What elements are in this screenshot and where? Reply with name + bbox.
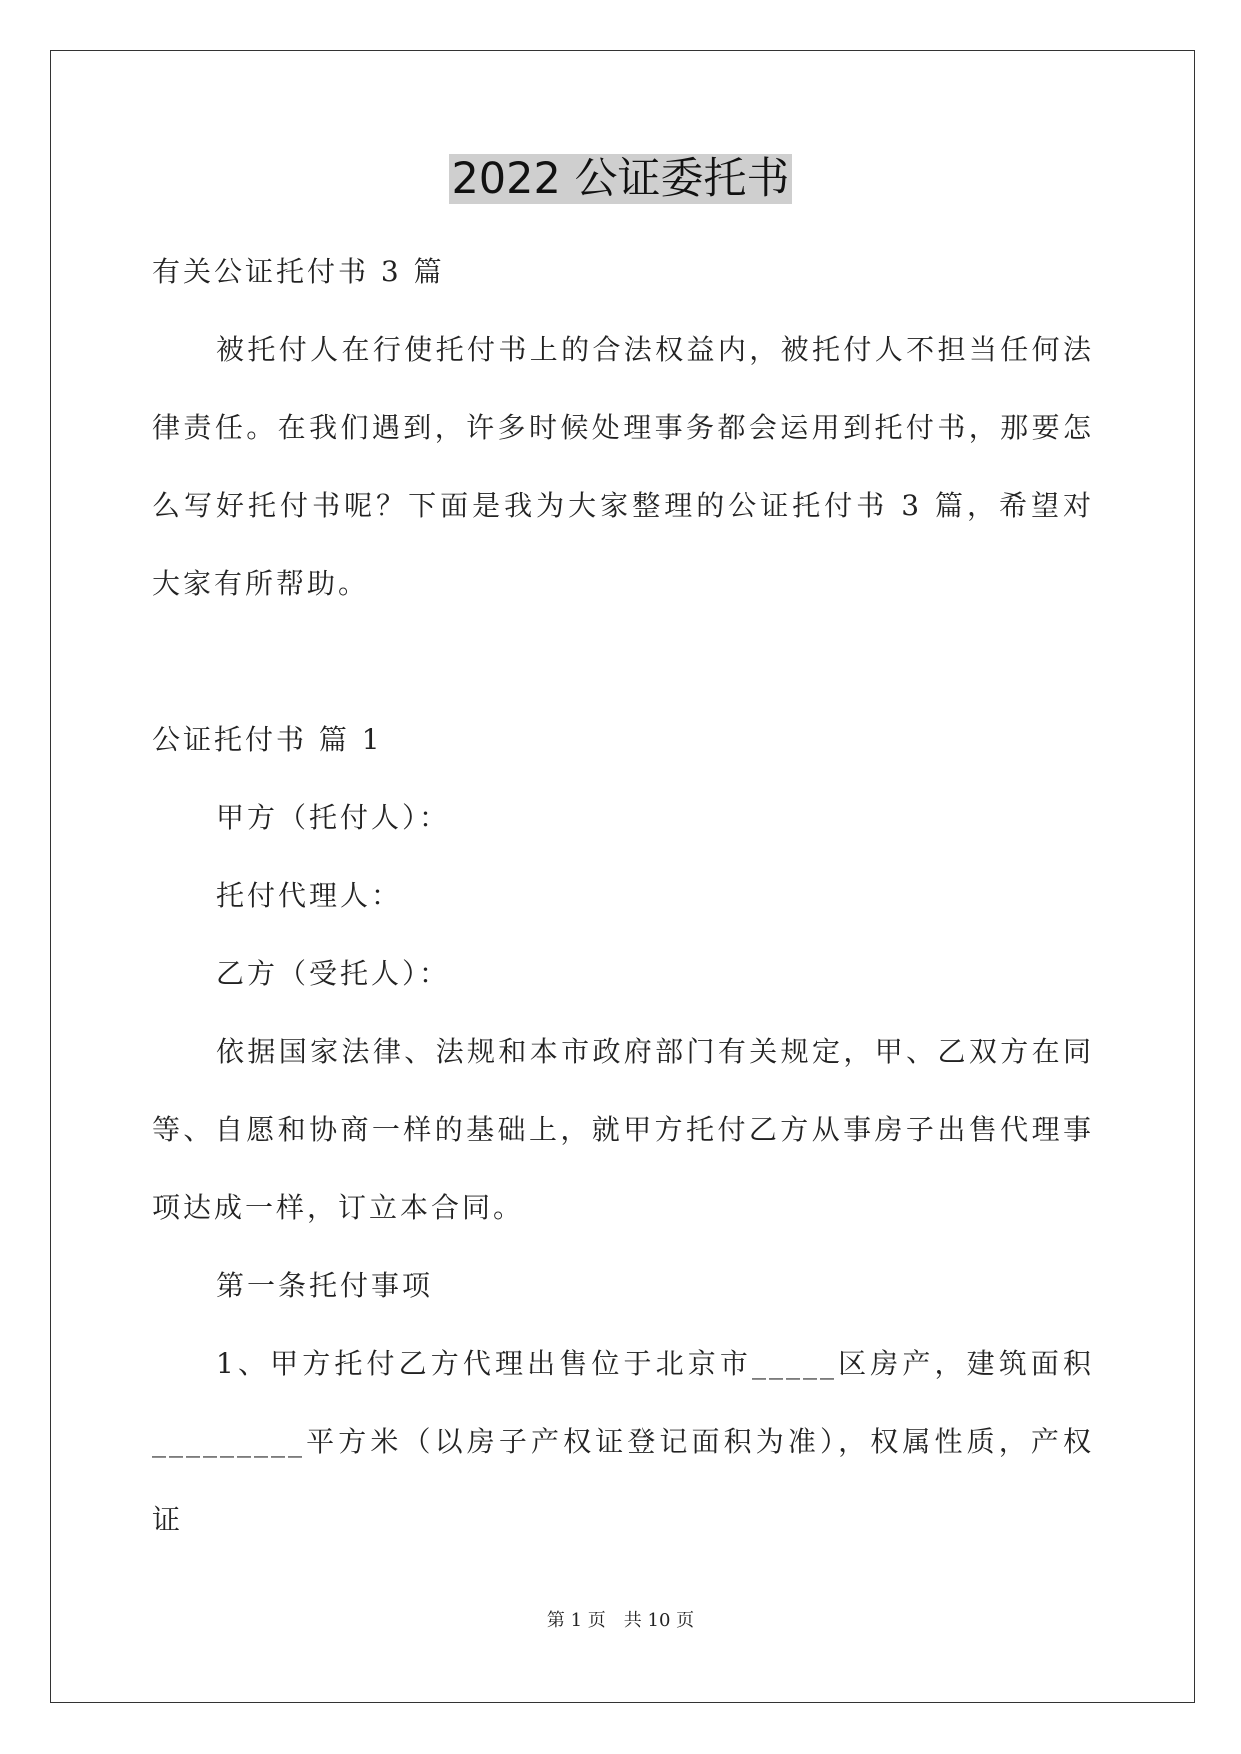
document-body	[152, 233, 1094, 1559]
party-b-line: 乙方（受托人）：	[216, 957, 451, 990]
basis-paragraph: 依据国家法律、法规和本市政府部门有关规定，甲、乙双方在同等、自愿和协商一样的基础上，就甲方托付乙方从事房子出售代理事项达成一样，订立本合同。	[152, 1035, 1094, 1224]
article-1-heading: 第一条托付事项	[216, 1269, 434, 1302]
party-a-line: 甲方（托付人）：	[216, 801, 451, 834]
page-footer	[0, 1606, 1241, 1632]
clause-1-paragraph: 1、甲方托付乙方代理出售位于北京市_____区房产，建筑面积_________平方米（以房子产权证登记面积为准），权属性质，产权证	[152, 1347, 1094, 1536]
intro-paragraph: 被托付人在行使托付书上的合法权益内，被托付人不担当任何法律责任。在我们遇到，许多时候处理事务都会运用到托付书，那要怎么写好托付书呢？下面是我为大家整理的公证托付书 3 篇，希望对大家有所帮助。	[152, 333, 1094, 600]
current-page-label: 第 1 页	[546, 1610, 606, 1631]
section-heading: 公证托付书 篇 1	[152, 723, 383, 756]
subtitle: 有关公证托付书 3 篇	[152, 255, 445, 288]
document-title	[0, 150, 1241, 208]
agent-line: 托付代理人：	[216, 879, 403, 912]
document-title-text: 2022 公证委托书	[451, 154, 790, 204]
paragraph-gap	[152, 623, 1094, 701]
total-pages-label: 共 10 页	[623, 1610, 695, 1631]
